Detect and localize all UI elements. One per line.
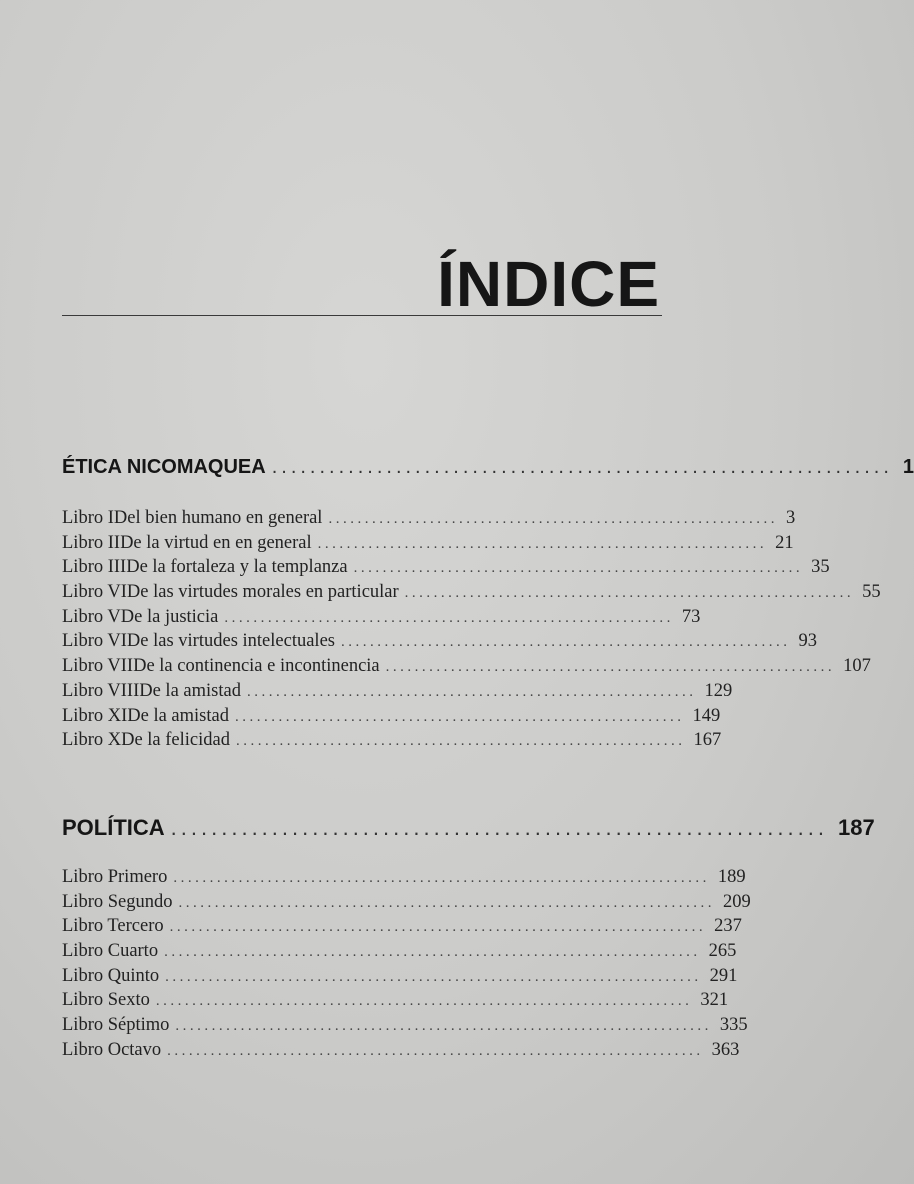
leader-dots: .............................................................. bbox=[340, 634, 791, 651]
leader-dots: .............................................................. bbox=[404, 585, 855, 602]
entry-book: Libro Segundo bbox=[62, 891, 173, 912]
leader-dots: .......................................................................... bbox=[173, 870, 710, 886]
leader-dots: .............................................................. bbox=[235, 733, 686, 750]
toc-entry bbox=[62, 990, 729, 1015]
entry-book: Libro II bbox=[62, 532, 121, 553]
toc-entry bbox=[62, 606, 701, 632]
entry-subject: De la fortaleza y la templanza bbox=[126, 557, 348, 578]
leader-dots: .............................................................. bbox=[328, 511, 778, 527]
entry-book: Libro Quinto bbox=[62, 965, 160, 986]
entry-page-number: 335 bbox=[719, 1015, 748, 1036]
entry-page-number: 149 bbox=[692, 705, 721, 726]
entry-subject: De las virtudes morales en particular bbox=[126, 582, 399, 603]
leader-dots: .............................................................. bbox=[385, 659, 836, 676]
leader-dots: .............................................................. bbox=[353, 560, 804, 577]
toc-entry bbox=[62, 941, 737, 966]
toc-list-etica bbox=[62, 508, 881, 755]
toc-entry bbox=[62, 867, 746, 892]
section-page-number: 187 bbox=[837, 815, 875, 840]
entry-subject: De la amistad bbox=[127, 705, 229, 726]
entry-page-number: 209 bbox=[722, 891, 751, 912]
title-rule bbox=[62, 315, 662, 316]
toc-entry bbox=[62, 730, 722, 755]
entry-subject: De la amistad bbox=[139, 680, 241, 701]
leader-dots: .......................................................................... bbox=[164, 944, 701, 961]
page-title: ÍNDICE bbox=[437, 248, 660, 320]
toc-entry bbox=[62, 1015, 748, 1040]
entry-book: Libro VII bbox=[62, 656, 134, 677]
entry-subject: De la virtud en en general bbox=[120, 532, 312, 553]
entry-subject: De la continencia e incontinencia bbox=[133, 656, 380, 677]
section-title: POLÍTICA bbox=[62, 815, 165, 840]
toc-entry bbox=[62, 532, 794, 558]
entry-page-number: 265 bbox=[708, 941, 737, 962]
entry-subject: Del bien humano en general bbox=[113, 508, 323, 528]
entry-page-number: 291 bbox=[709, 965, 738, 986]
toc-entry bbox=[62, 965, 738, 991]
entry-book: Libro Primero bbox=[62, 867, 168, 887]
toc-entry bbox=[62, 891, 751, 917]
entry-book: Libro VI bbox=[62, 631, 127, 652]
entry-book: Libro VIII bbox=[62, 680, 140, 701]
entry-page-number: 73 bbox=[681, 606, 701, 627]
entry-book: Libro Tercero bbox=[62, 916, 164, 937]
leader-dots: ................................................................. bbox=[271, 456, 893, 478]
leader-dots: .............................................................. bbox=[317, 535, 768, 552]
toc-entry bbox=[62, 705, 721, 731]
entry-page-number: 55 bbox=[862, 582, 881, 603]
toc-entry bbox=[62, 508, 796, 533]
toc-entry bbox=[62, 680, 733, 706]
section-title: ÉTICA NICOMAQUEA bbox=[62, 456, 266, 478]
entry-page-number: 129 bbox=[704, 680, 733, 701]
entry-page-number: 35 bbox=[811, 557, 830, 578]
toc-entry bbox=[62, 631, 817, 656]
entry-subject: De la justicia bbox=[120, 606, 219, 627]
toc-entry bbox=[62, 1039, 740, 1065]
leader-dots: .......................................................................... bbox=[169, 919, 707, 936]
toc-entry bbox=[62, 916, 742, 941]
leader-dots: ................................................................. bbox=[170, 815, 828, 840]
entry-book: Libro X bbox=[62, 730, 122, 751]
entry-page-number: 189 bbox=[717, 867, 746, 887]
leader-dots: .............................................................. bbox=[234, 708, 685, 725]
leader-dots: .............................................................. bbox=[224, 609, 674, 626]
entry-subject: De las virtudes intelectuales bbox=[126, 631, 335, 652]
entry-page-number: 3 bbox=[785, 508, 796, 528]
toc-entry bbox=[62, 557, 830, 582]
entry-book: Libro VI bbox=[62, 582, 127, 603]
entry-page-number: 321 bbox=[700, 990, 729, 1011]
entry-book: Libro Séptimo bbox=[62, 1015, 170, 1036]
entry-book: Libro III bbox=[62, 557, 127, 578]
leader-dots: .......................................................................... bbox=[167, 1042, 704, 1059]
entry-page-number: 363 bbox=[711, 1039, 740, 1060]
toc-entry bbox=[62, 582, 881, 607]
leader-dots: .......................................................................... bbox=[165, 968, 702, 985]
leader-dots: .......................................................................... bbox=[155, 993, 693, 1010]
leader-dots: .......................................................................... bbox=[175, 1018, 712, 1035]
entry-book: Libro Cuarto bbox=[62, 941, 159, 962]
toc-entry bbox=[62, 656, 871, 681]
entry-book: Libro Sexto bbox=[62, 990, 150, 1011]
leader-dots: .......................................................................... bbox=[178, 894, 715, 911]
entry-book: Libro I bbox=[62, 508, 114, 528]
entry-page-number: 21 bbox=[775, 532, 794, 553]
entry-page-number: 93 bbox=[798, 631, 817, 652]
entry-book: Libro Octavo bbox=[62, 1039, 162, 1060]
entry-page-number: 237 bbox=[714, 916, 742, 937]
entry-book: Libro XI bbox=[62, 705, 128, 726]
entry-page-number: 167 bbox=[693, 730, 722, 751]
section-page-number: 1 bbox=[902, 456, 914, 478]
entry-book: Libro V bbox=[62, 606, 121, 627]
leader-dots: .............................................................. bbox=[246, 683, 697, 700]
section-heading-politica bbox=[62, 815, 875, 841]
toc-list-politica bbox=[62, 867, 751, 1065]
section-heading-etica bbox=[62, 456, 914, 479]
entry-subject: De la felicidad bbox=[121, 730, 230, 751]
entry-page-number: 107 bbox=[843, 656, 871, 677]
